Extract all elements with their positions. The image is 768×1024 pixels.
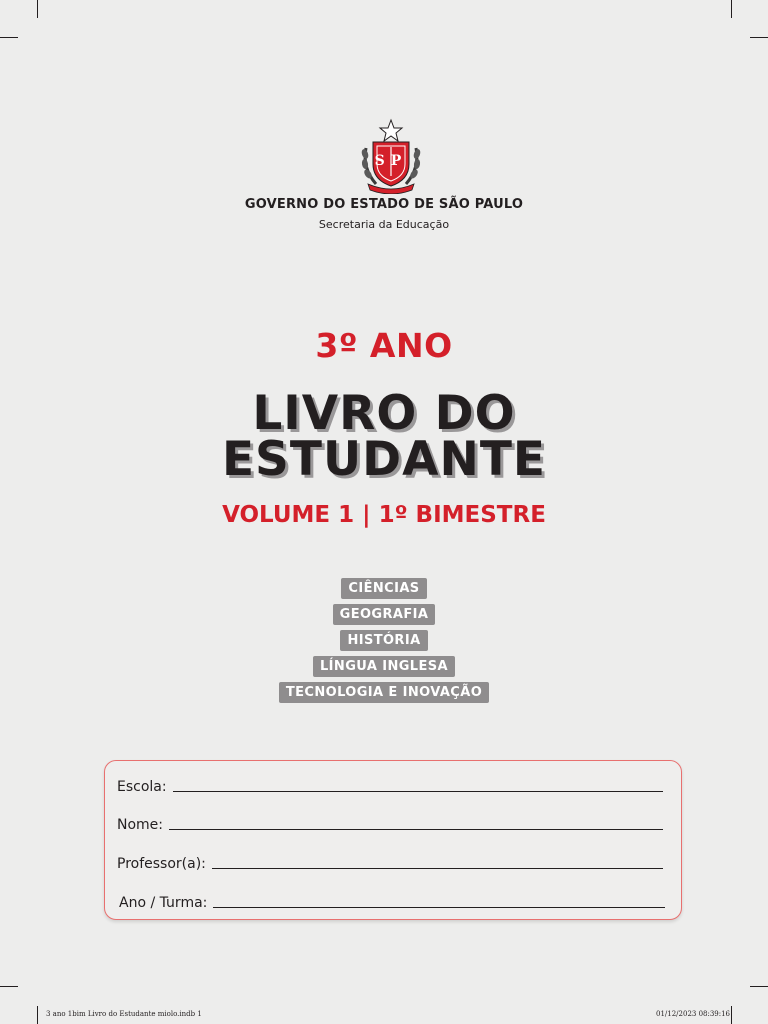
- teacher-label: Professor(a):: [117, 856, 206, 872]
- book-title-line1: LIVRO DO: [252, 386, 516, 441]
- subject-tag-ciencias: CIÊNCIAS: [341, 578, 426, 599]
- name-line[interactable]: [169, 828, 663, 830]
- subject-tag-geografia: GEOGRAFIA: [333, 604, 436, 625]
- crop-mark-left-bottom: [0, 986, 18, 987]
- school-row: [117, 779, 663, 795]
- teacher-line[interactable]: [212, 867, 663, 869]
- teacher-row: [117, 856, 663, 872]
- book-title-line2: ESTUDANTE: [221, 432, 547, 487]
- class-line[interactable]: [213, 906, 665, 908]
- crop-mark-right-bottom: [750, 986, 768, 987]
- grade-label: 3º ANO: [315, 326, 453, 365]
- name-row: [117, 817, 663, 833]
- crop-mark-top-left: [37, 0, 38, 18]
- subject-tag-lingua-inglesa: LÍNGUA INGLESA: [313, 656, 455, 677]
- student-info-form: [104, 760, 682, 920]
- footer-timestamp: 01/12/2023 08:39:16: [656, 1010, 731, 1018]
- volume-label: VOLUME 1 | 1º BIMESTRE: [222, 502, 546, 528]
- subjects-list: [0, 578, 768, 703]
- crop-mark-bottom-left: [37, 1006, 38, 1024]
- department-subtitle: Secretaria da Educação: [318, 218, 450, 231]
- footer-filename: 3 ano 1bim Livro do Estudante miolo.indb 1: [46, 1010, 202, 1018]
- name-label: Nome:: [117, 817, 164, 833]
- government-title: GOVERNO DO ESTADO DE SÃO PAULO: [244, 197, 524, 212]
- class-row: [119, 895, 665, 911]
- crop-mark-right-top: [750, 37, 768, 38]
- subject-tag-tecnologia: TECNOLOGIA E INOVAÇÃO: [279, 682, 489, 703]
- school-line[interactable]: [173, 790, 663, 792]
- crop-mark-top-right: [731, 0, 732, 18]
- sao-paulo-coat-of-arms-icon: [358, 118, 424, 194]
- subject-tag-historia: HISTÓRIA: [340, 630, 427, 651]
- class-label: Ano / Turma:: [119, 895, 208, 911]
- school-label: Escola:: [117, 779, 167, 795]
- crop-mark-bottom-right: [731, 1006, 732, 1024]
- emblem-letters: SP: [374, 153, 408, 169]
- crop-mark-left-top: [0, 37, 18, 38]
